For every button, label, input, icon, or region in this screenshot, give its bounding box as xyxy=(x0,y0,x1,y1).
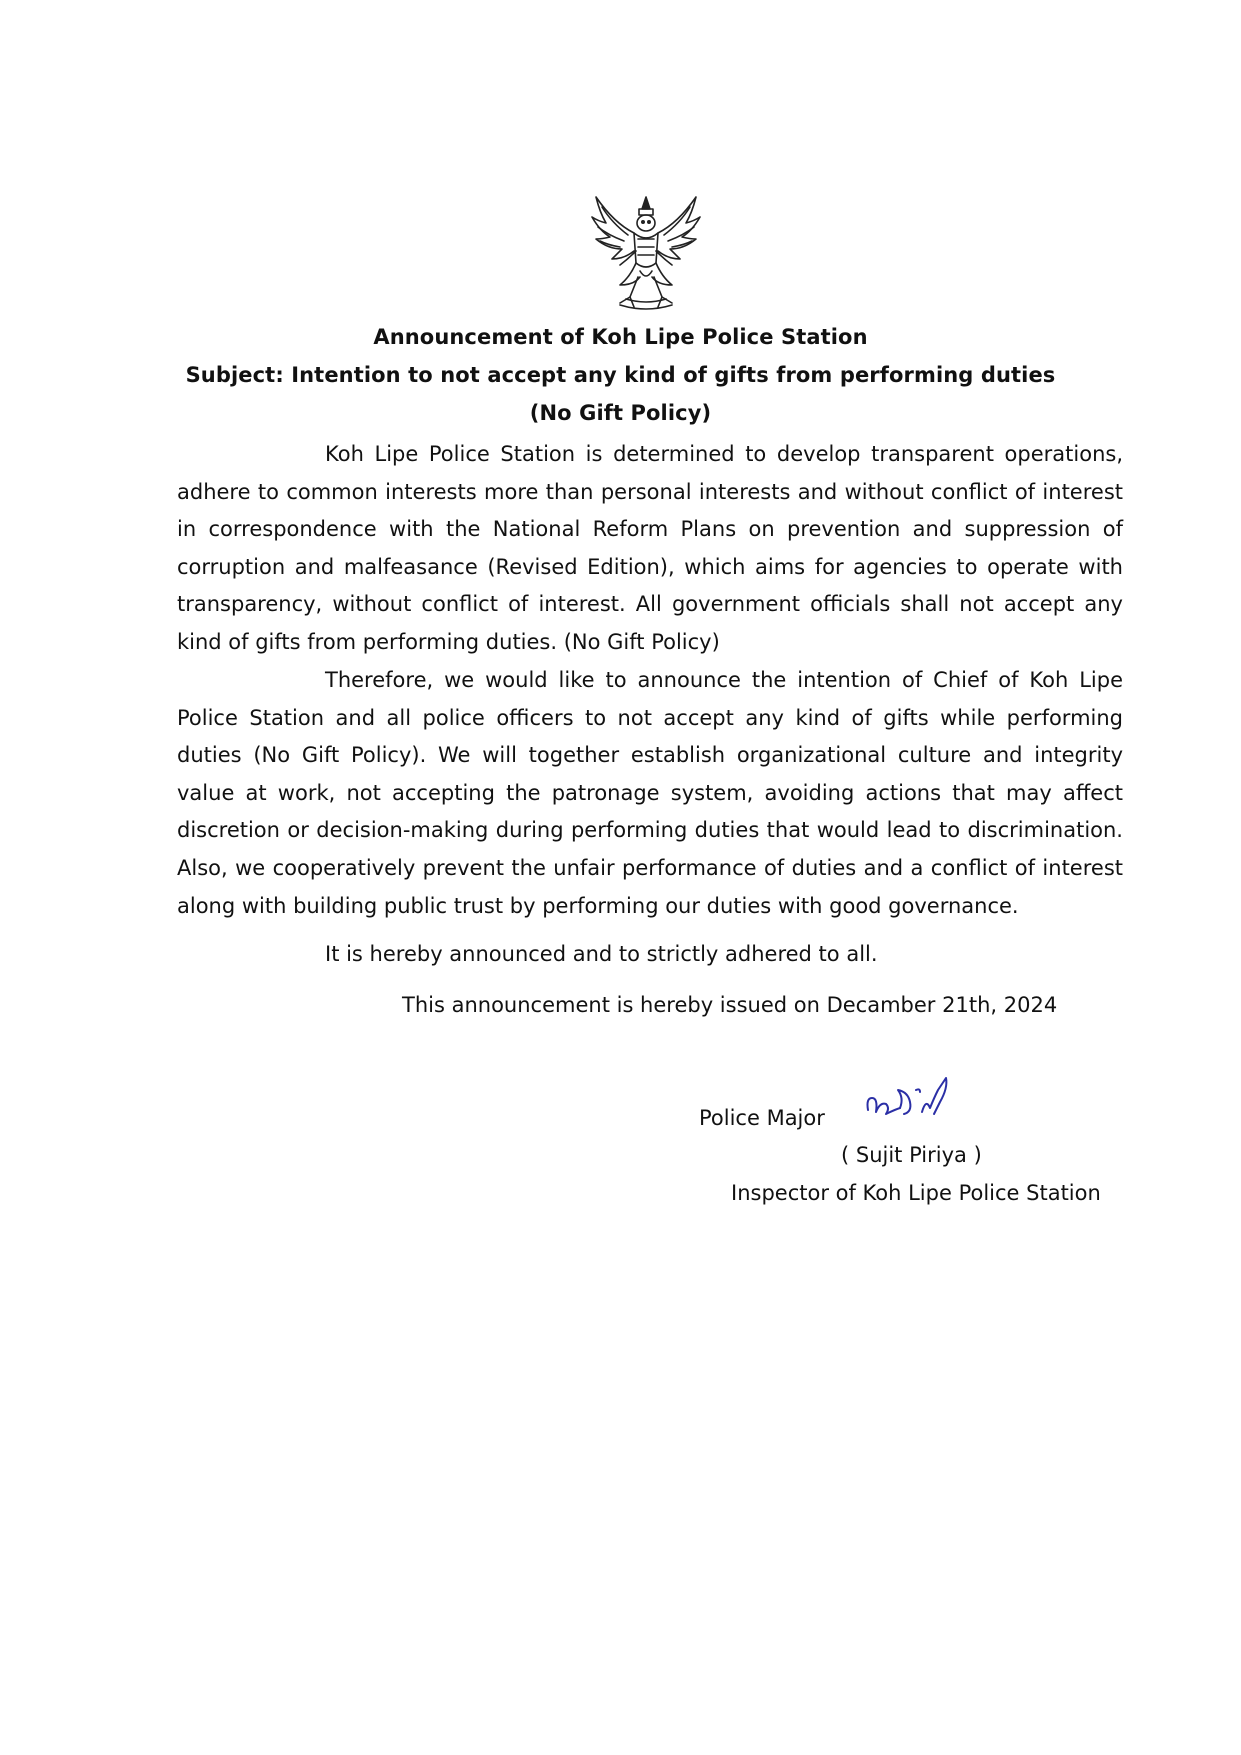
garuda-emblem-icon xyxy=(590,193,702,313)
body-paragraph-2 xyxy=(177,662,1123,925)
body-paragraph-1 xyxy=(177,436,1123,662)
paragraph-text: Therefore, we would like to announce the intention of Chief of Koh Lipe Police Station and all police officers to not accept any kind of gifts while performing duties (No Gift Policy). We will together establish organizational culture and integrity value at work, not accepting the patronage system, avoiding actions that may affect discretion or decision-making during performing duties that would lead to discrimination. Also, we cooperatively prevent the unfair performance of duties and a conflict of interest along with building public trust by performing our duties with good governance. xyxy=(177,668,1123,918)
issue-date-statement: This announcement is hereby issued on Decamber 21th, 2024 xyxy=(402,993,1058,1017)
signatory-rank: Police Major xyxy=(699,1106,825,1130)
announcement-subject: Subject: Intention to not accept any kind of gifts from performing duties xyxy=(185,363,1056,387)
announcement-policy-name: (No Gift Policy) xyxy=(529,401,712,425)
closing-statement: It is hereby announced and to strictly adhered to all. xyxy=(325,942,878,966)
announcement-title: Announcement of Koh Lipe Police Station xyxy=(373,325,868,349)
signatory-position: Inspector of Koh Lipe Police Station xyxy=(731,1181,1101,1205)
handwritten-signature xyxy=(864,1068,964,1128)
signatory-name: ( Sujit Piriya ) xyxy=(841,1143,982,1167)
paragraph-text: Koh Lipe Police Station is determined to develop transparent operations, adhere to common interests more than personal interests and without conflict of interest in correspondence with the National Reform Plans on prevention and suppression of corruption and malfeasance (Revised Edition), which aims for agencies to operate with transparency, without conflict of interest. All government officials shall not accept any kind of gifts from performing duties. (No Gift Policy) xyxy=(177,442,1123,654)
